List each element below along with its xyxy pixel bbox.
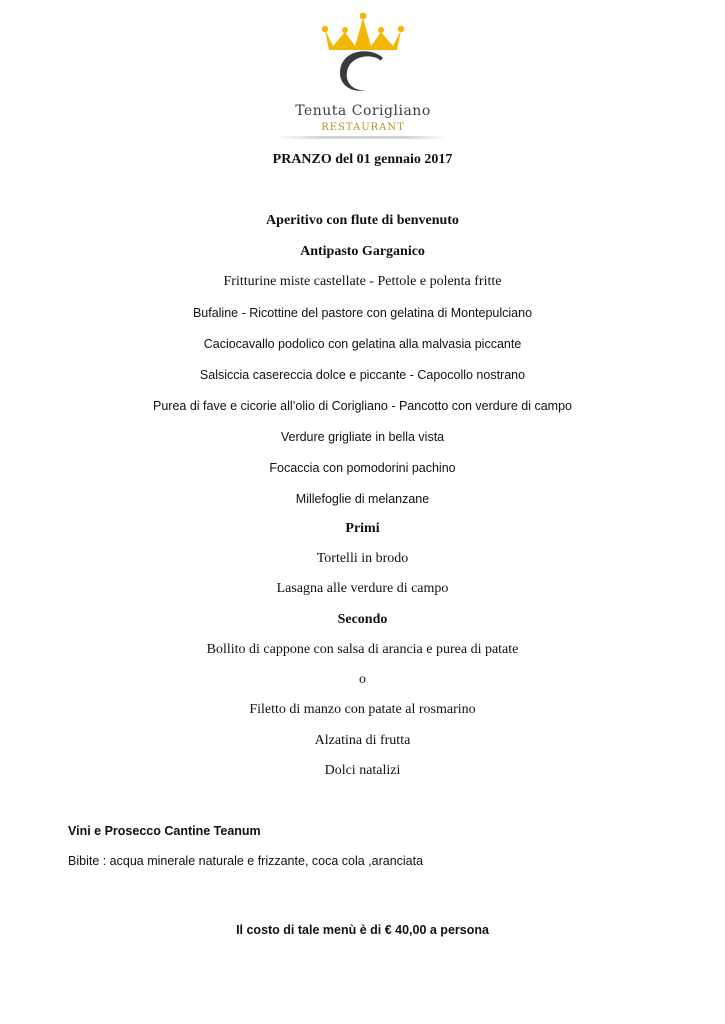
menu-item: Purea di fave e cicorie all’olio di Corigliano - Pancotto con verdure di campo	[153, 399, 572, 413]
menu-item: Fritturine miste castellate - Pettole e polenta fritte	[223, 274, 502, 289]
menu-item: Focaccia con pomodorini pachino	[269, 461, 456, 475]
menu-item: Dolci natalizi	[324, 763, 401, 778]
brand-name: Tenuta Corigliano	[295, 103, 431, 119]
secondo-heading: Secondo	[337, 612, 388, 627]
menu-item: Verdure grigliate in bella vista	[280, 430, 445, 444]
price-line: Il costo di tale menù è di € 40,00 a persona	[236, 923, 489, 937]
menu-title: PRANZO del 01 gennaio 2017	[272, 152, 453, 167]
menu-item: Salsiccia casereccia dolce e piccante - Capocollo nostrano	[199, 368, 526, 382]
menu-item: Tortelli in brodo	[316, 551, 409, 566]
logo-divider	[277, 136, 449, 139]
primi-heading: Primi	[345, 521, 380, 536]
menu-item: Bufaline - Ricottine del pastore con gelatina di Montepulciano	[192, 306, 533, 320]
menu-item: Filetto di manzo con patate al rosmarino	[249, 702, 476, 717]
antipasto-heading: Antipasto Garganico	[300, 244, 425, 259]
brand-subtitle: RESTAURANT	[321, 122, 405, 133]
menu-item: Bollito di cappone con salsa di arancia e purea di patate	[206, 642, 519, 657]
menu-item: Alzatina di frutta	[314, 733, 411, 748]
menu-item: Caciocavallo podolico con gelatina alla malvasia piccante	[203, 337, 522, 351]
wine-line: Vini e Prosecco Cantine Teanum	[68, 824, 261, 838]
menu-item: o	[359, 672, 366, 687]
aperitivo-line: Aperitivo con flute di benvenuto	[266, 213, 459, 228]
crown-monogram-icon	[275, 8, 451, 103]
menu-item: Lasagna alle verdure di campo	[276, 581, 449, 596]
drinks-line: Bibite : acqua minerale naturale e frizzante, coca cola ,aranciata	[68, 854, 424, 868]
restaurant-logo	[275, 8, 451, 140]
menu-item: Millefoglie di melanzane	[295, 492, 430, 506]
